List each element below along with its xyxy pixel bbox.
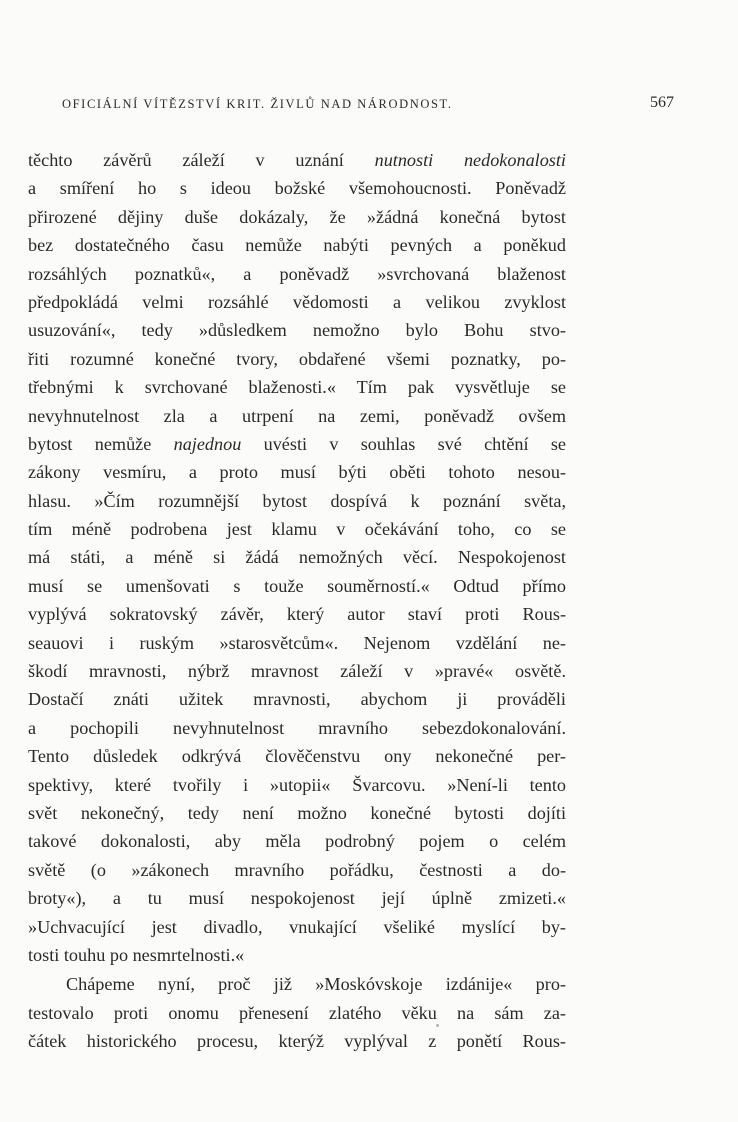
text-line: vyplývá sokratovský závěr, který autor staví proti Rous- [28, 604, 566, 625]
text-line: usuzování«, tedy »důsledkem nemožno bylo Bohu stvo- [28, 320, 566, 341]
text-line: třebnými k svrchované blaženosti.« Tím pak vysvětluje se [28, 377, 566, 398]
text-line: zákony vesmíru, a proto musí býti oběti tohoto nesou- [28, 462, 566, 483]
text-line: předpokládá velmi rozsáhlé vědomosti a velikou zvyklost [28, 291, 566, 312]
text-line: »Uchvacující jest divadlo, vnukající všeliké myslící by- [28, 916, 566, 937]
text-line: Tento důsledek odkrývá člověčenstvu ony nekonečné per- [28, 746, 566, 767]
text-line: a smíření ho s ideou božské všemohoucnosti. Poněvadž [28, 178, 566, 199]
body-text [28, 146, 566, 1056]
text-line: přirozené dějiny duše dokázaly, že »žádná konečná bytost [28, 206, 566, 227]
running-title: OFICIÁLNÍ VÍTĚZSTVÍ KRIT. ŽIVLŮ NAD NÁRODNOST. [62, 97, 453, 111]
text-line: Dostačí znáti užitek mravnosti, abychom ji prováděli [28, 689, 566, 710]
text-line: bytost nemůže najednou uvésti v souhlas své chtění se [28, 433, 566, 454]
text-line: musí se umenšovati s touže souměrností.« Odtud přímo [28, 575, 566, 596]
text-line: seauovi i ruským »starosvětcům«. Nejenom vzdělání ne- [28, 632, 566, 653]
text-line: a pochopili nevyhnutelnost mravního sebezdokonalování. [28, 717, 566, 738]
text-line: čátek historického procesu, kterýž vyplýval z ponětí Rous- [28, 1031, 566, 1052]
text-line: takové dokonalosti, aby měla podrobný pojem o celém [28, 831, 566, 852]
text-line: spektivy, které tvořily i »utopii« Švarcovu. »Není-li tento [28, 774, 566, 795]
text-line: Chápeme nyní, proč již »Moskóvskoje izdánije« pro- [66, 974, 566, 995]
text-line: hlasu. »Čím rozumnější bytost dospívá k poznání světa, [28, 490, 566, 511]
running-header [62, 94, 674, 118]
page-number: 567 [650, 94, 674, 111]
text-line: tím méně podrobena jest klamu v očekávání toho, co se [28, 519, 566, 540]
text-line: světě (o »zákonech mravního pořádku, čestnosti a do- [28, 859, 566, 880]
text-line: řiti rozumné konečné tvory, obdařené všemi poznatky, po- [28, 348, 566, 369]
text-line: nevyhnutelnost zla a utrpení na zemi, poněvadž ovšem [28, 405, 566, 426]
text-line: tosti touhu po nesmrtelnosti.« [28, 944, 245, 965]
text-line: svět nekonečný, tedy není možno konečné bytosti dojíti [28, 802, 566, 823]
text-line: testovalo proti onomu přenesení zlatého věku na sám za- [28, 1002, 566, 1023]
text-line: těchto závěrů záleží v uznání nutnosti nedokonalosti [28, 150, 566, 170]
text-line: broty«), a tu musí nespokojenost její úplně zmizeti.« [28, 888, 566, 909]
text-line: rozsáhlých poznatků«, a poněvadž »svrchovaná blaženost [28, 263, 566, 284]
text-line: má státi, a méně si žádá nemožných věcí. Nespokojenost [28, 547, 566, 568]
paper-speck [436, 1024, 439, 1027]
text-line: bez dostatečného času nemůže nabýti pevných a poněkud [28, 235, 566, 256]
text-line: škodí mravnosti, nýbrž mravnost záleží v »pravé« osvětě. [28, 661, 566, 682]
